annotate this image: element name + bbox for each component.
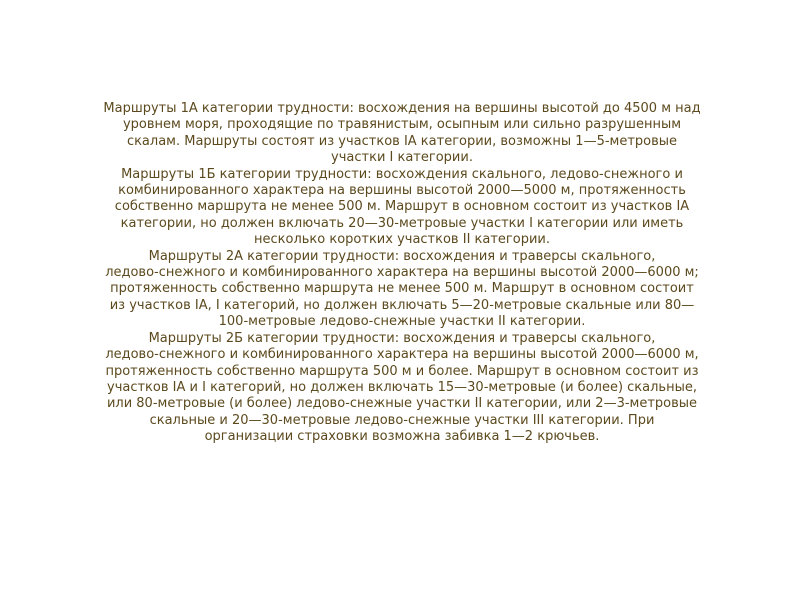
paragraph-route-1a: Маршруты 1А категории трудности: восхождения на вершины высотой до 4500 м над уровнем моря, проходящие по травянистым, осыпным или сильно разрушенным скалам. Маршруты состоят из участков IА категории, возможны 1—5-метровые участки I категории. — [103, 101, 701, 166]
paragraph-route-2b: Маршруты 2Б категории трудности: восхождения и траверсы скального, ледово-снежного и комбинированного характера на вершины высотой 2000—6000 м, протяженность собственно маршрута 500 м и более. Маршрут в основном состоит из участков IА и I категорий, но должен включать 15—30-метровые (и более) скальные, или 80-метровые (и более) ледово-снежные участки II категории, или 2—3-метровые скальные и 20—30-метровые ледово-снежные участки III категории. При организации страховки возможна забивка 1—2 крючьев. — [105, 330, 699, 445]
paragraph-route-1b: Маршруты 1Б категории трудности: восхождения скального, ледово-снежного и комбинированного характера на вершины высотой 2000—5000 м, протяженность собственно маршрута не менее 500 м. Маршрут в основном состоит из участков IА категории, но должен включать 20—30-метровые участки I категории или иметь несколько коротких участков II категории. — [114, 166, 690, 248]
text-block — [46, 101, 758, 446]
paragraph-route-2a: Маршруты 2А категории трудности: восхождения и траверсы скального, ледово-снежного и комбинированного характера на вершины высотой 2000—6000 м; протяженность собственно маршрута не менее 500 м. Маршрут в основном состоит из участков IА, I категорий, но должен включать 5—20-метровые скальные или 80— 100-метровые ледово-снежные участки II категории. — [105, 248, 699, 330]
